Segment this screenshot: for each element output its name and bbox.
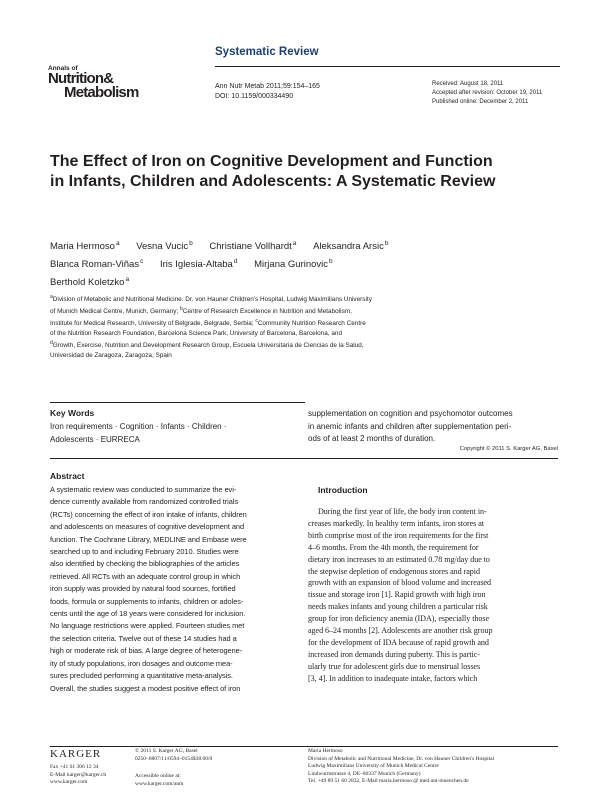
author [50, 272, 129, 290]
online-label: Accessible online at: [135, 773, 181, 779]
keywords-divider [50, 402, 305, 403]
abstract-line: sures precluded performing a quantitative meta-analysis. [50, 671, 233, 681]
publisher-code: 0250–6807/11/0594–0154$38.00/0 [135, 755, 213, 762]
section-divider [50, 458, 558, 459]
abstract-line: No language restrictions were applied. Fourteen studies met [50, 621, 245, 631]
header-divider [215, 66, 560, 67]
publisher-logo: KARGER [50, 748, 102, 760]
author-affiliation-mark: b [384, 240, 389, 247]
abstract-line: ity of study populations, iron dosages and outcome mea- [50, 658, 233, 668]
journal-logo-line1: Nutrition& [48, 70, 114, 87]
correspondence-line: Maria Hermoso [308, 748, 343, 754]
publisher-email: E-Mail karger@karger.ch [50, 771, 107, 778]
correspondence-line: Lindwurmstrasse 4, DE–80337 Munich (Germany) [308, 770, 421, 777]
author-list [50, 236, 450, 290]
author-name: Christiane Vollhardt [209, 241, 292, 253]
online-info [135, 773, 183, 788]
introduction-line: creases markedly. In healthy term infants, iron stores at [308, 518, 484, 528]
article-dates [432, 80, 542, 107]
abstract-line: Overall, the studies suggest a modest positive effect of iron [50, 683, 241, 693]
citation [215, 82, 320, 102]
publisher-copyright: © 2011 S. Karger AG, Basel [135, 748, 198, 754]
author-affiliation-mark: c [140, 258, 144, 266]
author [209, 236, 296, 254]
introduction-line: for the development of IDA because of rapid growth and [308, 637, 489, 647]
affiliation-line: Universidad de Zaragoza, Zaragoza, Spain [50, 352, 172, 360]
introduction-line: needs makes infants and young children a particular risk [308, 602, 488, 612]
author-affiliation-mark: a [115, 240, 120, 247]
author [50, 254, 143, 272]
abstract-line: foods, formula or supplements to infants, children or adoles- [50, 596, 244, 606]
copyright-notice: Copyright © 2011 S. Karger AG, Basel [459, 446, 558, 452]
introduction-line: increased iron demands during puberty. This is partic- [308, 649, 480, 659]
author [254, 254, 333, 272]
footer-divider [50, 746, 558, 747]
introduction-line: 4–6 months. From the 4th month, the requirement for [308, 542, 479, 552]
affiliation-line: Institute for Medical Research, University of Belgrade, Belgrade, Serbia; $^c$Community Nutrition Research Centre [50, 318, 366, 328]
abstract-continuation [308, 408, 558, 446]
online-url: www.karger.com/anm [135, 780, 184, 787]
abstract-line: dence currently available from randomized controlled trials [50, 497, 239, 507]
author-name: Blanca Roman-Viñas [50, 259, 140, 271]
introduction-line: dietary iron increases to an estimated 0.78 mg/day due to [308, 554, 490, 564]
author-name: Iris Iglesia-Altaba [159, 259, 233, 271]
introduction-line: ularly true for adolescent girls due to menstrual losses [308, 661, 481, 671]
author [160, 254, 238, 272]
correspondence-line: Ludwig Maximilians University of Munich Medical Centre [308, 763, 439, 769]
correspondence-line: Tel. +49 89 51 60 2832, E-Mail maria.hermoso @ med.uni-muenchen.de [308, 778, 469, 784]
author-name: Vesna Vucic [136, 241, 189, 253]
introduction-line: tissue and storage iron [1]. Rapid growth with high iron [308, 590, 486, 600]
abstract-line: searched up to and including February 2010. Studies were [50, 547, 239, 557]
keywords-heading: Key Words [50, 408, 95, 418]
keywords-line: Adolescents · EURRECA [50, 434, 140, 444]
introduction-line: the stepwise depletion of endogenous stores and rapid [308, 566, 480, 576]
abstract-body [50, 484, 302, 695]
introduction-line: growth with an expansion of blood volume and increased [308, 578, 491, 588]
journal-logo [48, 66, 139, 100]
abstract-line: cents until the age of 18 years were considered for inclusion. [50, 609, 246, 619]
author-affiliation-mark: d [233, 258, 238, 266]
correspondence-line: Division of Metabolic and Nutritional Medicine, Dr. von Hauner Children's Hospital [308, 755, 495, 762]
abstract-line: iron supply was provided by natural food sources, fortified [50, 584, 236, 594]
abstract-line: A systematic review was conducted to summarize the evi- [50, 485, 237, 494]
abstract-continuation-line: in anemic infants and children after supplementation peri- [308, 421, 512, 431]
affiliation-line: $^a$Division of Metabolic and Nutritional Medicine. Dr. von Hauner Children's Hospital, Ludwig Maximilians University [50, 294, 372, 304]
keywords-list [50, 421, 290, 446]
received-date: Received: August 18, 2011 [432, 81, 504, 87]
abstract-continuation-line: supplementation on cognition and psychomotor outcomes [308, 409, 513, 418]
affiliation-line: of Munich Medical Centre, Munich, Germany; $^b$Centre of Research Excellence in Nutrition and Metabolism, [50, 306, 352, 316]
keywords-line: Iron requirements · Cognition · Infants · Children · [50, 422, 227, 431]
introduction-line: [3, 4]. In addition to inadequate intake, factors which [308, 673, 478, 683]
article-title: The Effect of Iron on Cognitive Development and Function in Infants, Children and Adolescents: A Systematic Review [50, 153, 496, 190]
doi-line: DOI: 10.1159/000334490 [215, 93, 294, 100]
abstract-line: high or moderate risk of bias. A large degree of heterogene- [50, 646, 243, 656]
author [313, 236, 388, 254]
introduction-line: birth comprise most of the iron requirements for the first [308, 530, 489, 540]
citation-line: Ann Nutr Metab 2011;59:154–165 [215, 83, 320, 90]
abstract-line: also identified by checking the bibliographies of the articles [50, 559, 240, 569]
affiliations [50, 293, 480, 361]
introduction-line: aged 6–24 months [2]. Adolescents are another risk group [308, 626, 493, 636]
author-name: Berthold Koletzko [50, 277, 125, 289]
abstract-line: the selection criteria. Twelve out of these 14 studies had a [50, 633, 237, 643]
section-label: Systematic Review [215, 46, 319, 58]
introduction-heading: Introduction [318, 485, 368, 495]
abstract-line: retrieved. All RCTs with an adequate control group in which [50, 571, 241, 581]
correspondence [308, 748, 494, 786]
introduction-line: During the first year of life, the body iron content in- [318, 507, 487, 516]
abstract-continuation-line: ods of at least 2 months of duration. [308, 434, 436, 443]
affiliation-line: of the Nutrition Research Foundation, Barcelona Science Park, University of Barcelona, Barcelona, and [50, 330, 342, 338]
author-name: Maria Hermoso [50, 241, 115, 253]
abstract-heading: Abstract [50, 471, 85, 481]
publisher-info [135, 748, 212, 763]
abstract-line: (RCTs) concerning the effect of iron intake of infants, children [50, 509, 247, 519]
author-affiliation-mark: b [189, 240, 193, 247]
abstract-line: function. The Cochrane Library, MEDLINE and Embase were [50, 534, 247, 544]
journal-logo-line2: Metabolism [64, 84, 139, 101]
published-date: Published online: December 2, 2011 [432, 99, 529, 105]
introduction-line: group for iron deficiency anemia (IDA), especially those [308, 614, 490, 624]
author-name: Mirjana Gurinovic [254, 259, 329, 271]
author-affiliation-mark: b [329, 258, 333, 266]
journal-logo-annals: Annals of [48, 65, 78, 72]
affiliation-line: $^d$Growth, Exercise, Nutrition and Development Research Group, Escuela Universitaria de Ciencias de la Salud, [50, 340, 364, 350]
author-name: Aleksandra Arsic [313, 241, 384, 253]
author [50, 236, 120, 254]
accepted-date: Accepted after revision: October 19, 2011 [432, 90, 543, 96]
author-affiliation-mark: a [125, 276, 130, 284]
introduction-body [308, 506, 558, 685]
author-affiliation-mark: a [292, 240, 297, 247]
publisher-fax: Fax +41 61 306 12 34 [50, 764, 99, 770]
author [136, 236, 193, 254]
publisher-contact [50, 764, 106, 787]
abstract-line: and adolescents on measures of cognitive development and [50, 522, 245, 532]
publisher-website: www.karger.com [50, 779, 88, 785]
